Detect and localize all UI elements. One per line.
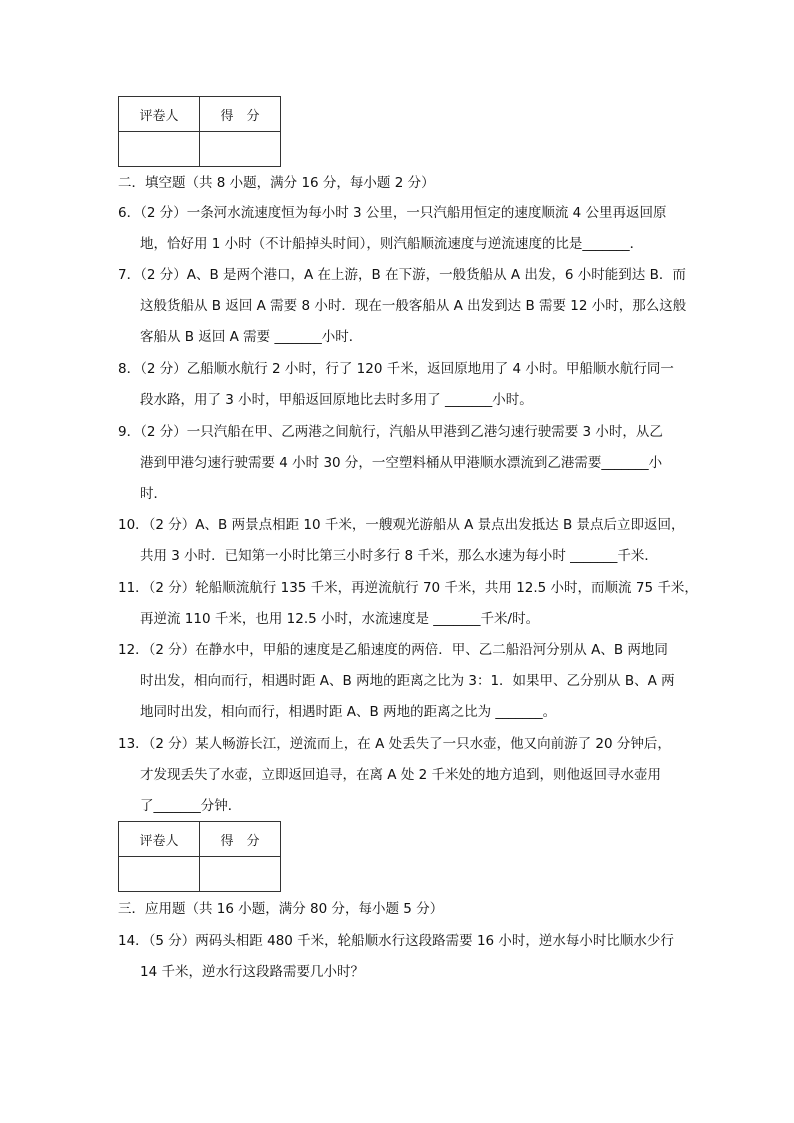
- q10-line-2: 共用 3 小时．已知第一小时比第三小时多行 8 千米，那么水速为每小时 _______千米．: [140, 548, 658, 564]
- q13-line-3: 了_______分钟．: [140, 798, 242, 814]
- q8-line-1: 8．（2 分）乙船顺水航行 2 小时，行了 120 千米，返回原地用了 4 小时。甲船顺水航行同一: [118, 361, 674, 377]
- question-9: [118, 417, 678, 510]
- q7-line-2: 这般货船从 B 返回 A 需要 8 小时．现在一般客船从 A 出发到达 B 需要 12 小时，那么这般: [140, 298, 687, 314]
- question-12: [118, 635, 678, 728]
- score-header: 得 分: [200, 97, 281, 132]
- section-2-heading: 二．填空题（共 8 小题，满分 16 分，每小题 2 分）: [118, 175, 435, 191]
- q7-line-1: 7．（2 分）A、B 是两个港口，A 在上游，B 在下游，一般货船从 A 出发，6 小时能到达 B．而: [118, 267, 686, 283]
- grader-cell: [119, 132, 200, 167]
- question-8: [118, 354, 678, 416]
- question-11: [118, 573, 698, 635]
- section-3-heading: 三．应用题（共 16 小题，满分 80 分，每小题 5 分）: [118, 901, 444, 917]
- score-table-2: [118, 821, 281, 892]
- q9-line-2: 港到甲港匀速行驶需要 4 小时 30 分，一空塑料桶从甲港顺水漂流到乙港需要_______小: [140, 455, 663, 471]
- q12-line-3: 地同时出发，相向而行，相遇时距 A、B 两地的距离之比为 _______。: [140, 704, 557, 720]
- q6-line-2: 地，恰好用 1 小时（不计船掉头时间），则汽船顺流速度与逆流速度的比是_______．: [140, 236, 644, 252]
- question-14: [118, 926, 678, 988]
- q6-line-1: 6．（2 分）一条河水流速度恒为每小时 3 公里，一只汽船用恒定的速度顺流 4 公里再返回原: [118, 205, 667, 221]
- q11-line-1: 11．（2 分）轮船顺流航行 135 千米，再逆流航行 70 千米，共用 12.5 小时，而顺流 75 千米，: [118, 580, 698, 596]
- q13-line-2: 才发现丢失了水壶，立即返回追寻，在离 A 处 2 千米处的地方追到，则他返回寻水壶用: [140, 767, 661, 783]
- q11-line-2: 再逆流 110 千米，也用 12.5 小时，水流速度是 _______千米/时。: [140, 611, 540, 627]
- q14-line-2: 14 千米，逆水行这段路需要几小时？: [140, 964, 364, 980]
- grader-header: 评卷人: [119, 97, 200, 132]
- score-cell: [200, 132, 281, 167]
- question-6: [118, 198, 678, 260]
- score-table-1: [118, 96, 281, 167]
- q12-line-2: 时出发，相向而行，相遇时距 A、B 两地的距离之比为 3：1．如果甲、乙分别从 B、A 两: [140, 673, 675, 689]
- grader-header: 评卷人: [119, 822, 200, 857]
- q13-line-1: 13．（2 分）某人畅游长江，逆流而上，在 A 处丢失了一只水壶，他又向前游了 20 分钟后，: [118, 736, 671, 752]
- q14-line-1: 14．（5 分）两码头相距 480 千米，轮船顺水行这段路需要 16 小时，逆水每小时比顺水少行: [118, 933, 674, 949]
- question-7: [118, 260, 687, 353]
- q9-line-3: 时．: [140, 486, 167, 502]
- q10-line-1: 10．（2 分）A、B 两景点相距 10 千米，一艘观光游船从 A 景点出发抵达 B 景点后立即返回，: [118, 517, 685, 533]
- score-header: 得 分: [200, 822, 281, 857]
- q7-line-3: 客船从 B 返回 A 需要 _______小时．: [140, 329, 363, 345]
- q9-line-1: 9．（2 分）一只汽船在甲、乙两港之间航行，汽船从甲港到乙港匀速行驶需要 3 小时，从乙: [118, 424, 663, 440]
- question-13: [118, 729, 678, 822]
- grader-cell: [119, 857, 200, 892]
- q8-line-2: 段水路，用了 3 小时，甲船返回原地比去时多用了 _______小时。: [140, 392, 533, 408]
- q12-line-1: 12．（2 分）在静水中，甲船的速度是乙船速度的两倍．甲、乙二船沿河分别从 A、B 两地同: [118, 642, 668, 658]
- question-10: [118, 510, 685, 572]
- score-cell: [200, 857, 281, 892]
